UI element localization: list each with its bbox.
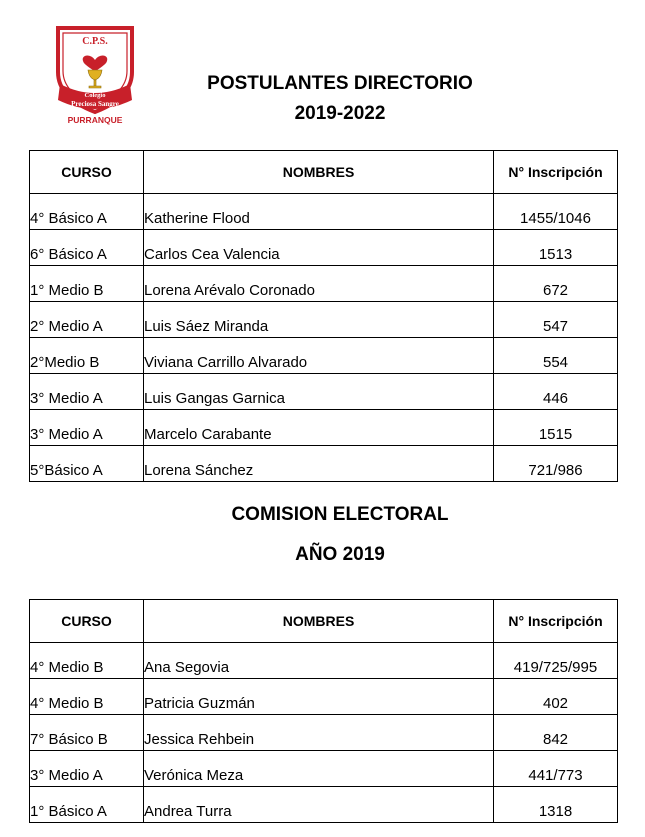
cell-inscripcion: 547	[494, 302, 618, 338]
crest-ribbon-2: Preciosa Sangre	[71, 100, 119, 108]
cell-curso: 5°Básico A	[30, 446, 144, 482]
table-row	[30, 194, 618, 230]
cell-nombre: Patricia Guzmán	[144, 679, 494, 715]
table-row	[30, 302, 618, 338]
cell-curso: 1° Básico A	[30, 787, 144, 823]
cell-nombre: Ana Segovia	[144, 643, 494, 679]
table-row	[30, 787, 618, 823]
cell-inscripcion: 1455/1046	[494, 194, 618, 230]
table-row	[30, 446, 618, 482]
table-row	[30, 643, 618, 679]
cell-curso: 4° Medio B	[30, 679, 144, 715]
cell-curso: 4° Básico A	[30, 194, 144, 230]
cell-curso: 4° Medio B	[30, 643, 144, 679]
table-header-row	[30, 600, 618, 643]
cell-nombre: Verónica Meza	[144, 751, 494, 787]
cell-inscripcion: 1513	[494, 230, 618, 266]
table-header-row	[30, 151, 618, 194]
cell-nombre: Lorena Arévalo Coronado	[144, 266, 494, 302]
header-nombres: NOMBRES	[144, 600, 494, 643]
cell-curso: 6° Básico A	[30, 230, 144, 266]
cell-inscripcion: 1515	[494, 410, 618, 446]
cell-nombre: Luis Gangas Garnica	[144, 374, 494, 410]
section2-title-line2: AÑO 2019	[295, 544, 385, 565]
crest-city: PURRANQUE	[67, 115, 123, 125]
cell-curso: 7° Básico B	[30, 715, 144, 751]
cell-nombre: Jessica Rehbein	[144, 715, 494, 751]
cell-curso: 2°Medio B	[30, 338, 144, 374]
header-inscripcion: N° Inscripción	[494, 151, 618, 194]
table-row	[30, 266, 618, 302]
cell-inscripcion: 446	[494, 374, 618, 410]
cell-inscripcion: 402	[494, 679, 618, 715]
section1-title-line1: POSTULANTES DIRECTORIO	[207, 73, 473, 94]
table-row	[30, 374, 618, 410]
cell-inscripcion: 1318	[494, 787, 618, 823]
cell-curso: 2° Medio A	[30, 302, 144, 338]
table-row	[30, 410, 618, 446]
table-row	[30, 715, 618, 751]
cell-inscripcion: 721/986	[494, 446, 618, 482]
cell-nombre: Lorena Sánchez	[144, 446, 494, 482]
electoral-commission-table	[29, 599, 618, 823]
cell-inscripcion: 842	[494, 715, 618, 751]
cell-curso: 3° Medio A	[30, 374, 144, 410]
cell-nombre: Luis Sáez Miranda	[144, 302, 494, 338]
school-crest-logo	[52, 20, 138, 126]
header-inscripcion: N° Inscripción	[494, 600, 618, 643]
cell-curso: 3° Medio A	[30, 410, 144, 446]
cell-inscripcion: 441/773	[494, 751, 618, 787]
cell-curso: 3° Medio A	[30, 751, 144, 787]
table-row	[30, 679, 618, 715]
table-row	[30, 230, 618, 266]
cell-inscripcion: 672	[494, 266, 618, 302]
crest-ribbon-1: Colegio	[84, 92, 106, 99]
section2-title-line1: COMISION ELECTORAL	[231, 504, 449, 525]
header-curso: CURSO	[30, 600, 144, 643]
cell-nombre: Marcelo Carabante	[144, 410, 494, 446]
section1-title-line2: 2019-2022	[294, 103, 386, 124]
cell-nombre: Carlos Cea Valencia	[144, 230, 494, 266]
cell-curso: 1° Medio B	[30, 266, 144, 302]
table-row	[30, 338, 618, 374]
cell-inscripcion: 554	[494, 338, 618, 374]
crest-initials: C.P.S.	[82, 36, 108, 47]
cell-nombre: Katherine Flood	[144, 194, 494, 230]
header-curso: CURSO	[30, 151, 144, 194]
table-row	[30, 751, 618, 787]
header-nombres: NOMBRES	[144, 151, 494, 194]
cell-nombre: Andrea Turra	[144, 787, 494, 823]
cell-nombre: Viviana Carrillo Alvarado	[144, 338, 494, 374]
directorio-candidates-table	[29, 150, 618, 482]
cell-inscripcion: 419/725/995	[494, 643, 618, 679]
